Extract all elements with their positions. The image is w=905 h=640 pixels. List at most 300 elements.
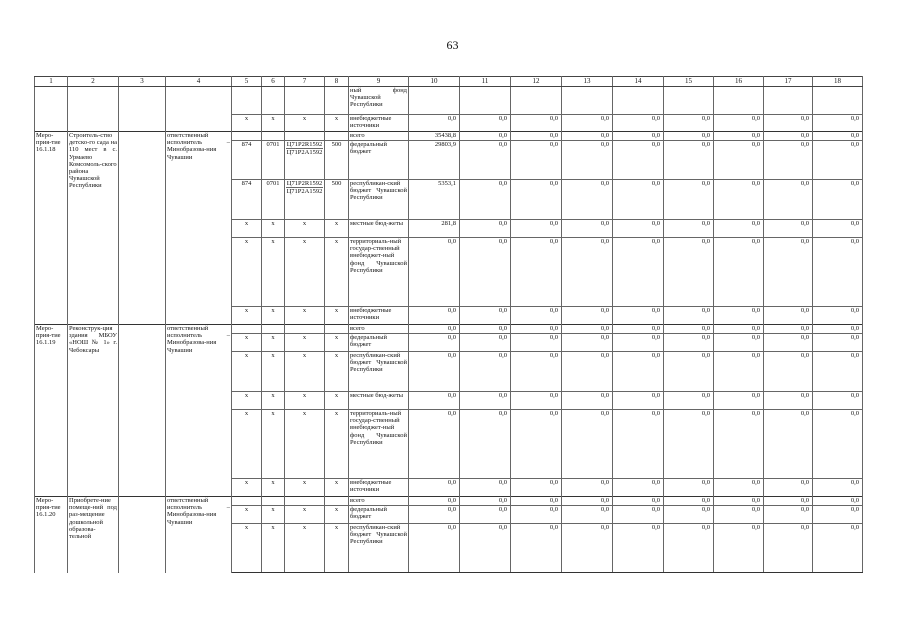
value-cell <box>664 524 714 573</box>
value-cell <box>813 325 863 334</box>
value: 0,0 <box>447 307 456 314</box>
value-cell <box>460 334 511 352</box>
value: 0,0 <box>498 352 507 359</box>
value-cell <box>664 506 714 524</box>
value: 0,0 <box>600 506 609 513</box>
value-cell <box>613 180 664 220</box>
value-cell <box>562 352 613 392</box>
value: 0,0 <box>701 334 710 341</box>
value-cell <box>511 325 562 334</box>
cell-text: x <box>302 334 307 341</box>
value-cell <box>764 524 813 573</box>
value-cell <box>460 410 511 479</box>
value: 0,0 <box>751 307 760 314</box>
cell-text: Ц71Р2R1592 <box>286 141 323 148</box>
value-cell <box>511 334 562 352</box>
value: 0,0 <box>800 238 809 245</box>
value: 0,0 <box>850 334 859 341</box>
value-cell <box>409 307 460 325</box>
value: 0,0 <box>850 307 859 314</box>
value: 0,0 <box>549 334 558 341</box>
value: 0,0 <box>701 132 710 139</box>
funding-source: федеральный бюджет <box>350 141 387 156</box>
value: 0,0 <box>447 238 456 245</box>
cell-text: x <box>271 238 275 245</box>
cell-text: x <box>271 220 275 227</box>
value-cell <box>813 334 863 352</box>
value-cell <box>664 132 714 141</box>
cell-text: x <box>271 479 275 486</box>
value: 0,0 <box>701 392 710 399</box>
budget-table <box>34 76 863 573</box>
value-cell <box>813 115 863 132</box>
value-cell <box>813 352 863 392</box>
value-cell <box>813 506 863 524</box>
value-cell <box>714 307 764 325</box>
value: 0,0 <box>701 352 710 359</box>
cell-text: внебюджетные источники <box>350 115 392 130</box>
value: 0,0 <box>498 132 507 139</box>
value: 0,0 <box>549 352 558 359</box>
value-cell <box>511 220 562 238</box>
value-cell <box>664 238 714 307</box>
value: 5353,1 <box>438 180 456 187</box>
value-cell <box>714 392 764 410</box>
funding-source: местные бюд-жеты <box>350 392 404 399</box>
value: 0,0 <box>651 410 660 417</box>
cell-text: 0701 <box>266 180 280 187</box>
value: 0,0 <box>600 410 609 417</box>
value-cell <box>664 392 714 410</box>
value-cell <box>511 410 562 479</box>
value: 0,0 <box>701 141 710 148</box>
cell-text: x <box>271 307 275 314</box>
value-cell <box>511 479 562 497</box>
value-cell <box>562 115 613 132</box>
value-cell <box>813 220 863 238</box>
value: 0,0 <box>600 352 609 359</box>
value: 0,0 <box>850 220 859 227</box>
value-cell <box>613 238 664 307</box>
value: 0,0 <box>651 352 660 359</box>
value: 0,0 <box>751 141 760 148</box>
value: 0,0 <box>651 506 660 513</box>
value-cell <box>409 220 460 238</box>
value-cell <box>664 180 714 220</box>
cell-text: x <box>244 238 249 245</box>
column-header: 8 <box>325 77 349 87</box>
cell-text: x <box>244 392 249 399</box>
value: 0,0 <box>498 410 507 417</box>
cell-text: Ц71Р2А1592 <box>286 188 323 196</box>
value-cell <box>813 180 863 220</box>
value: 0,0 <box>800 141 809 148</box>
value-cell <box>664 410 714 479</box>
value: 0,0 <box>600 524 609 531</box>
value: 0,0 <box>751 392 760 399</box>
cell-text: Ц71Р2R1592 <box>286 180 323 187</box>
value-cell <box>460 141 511 180</box>
cell-text: 0701 <box>266 141 280 148</box>
value-cell <box>409 334 460 352</box>
measure-name: Реконструк-ция здания МБОУ «НОШ № 1» г. Чебоксары <box>69 325 117 354</box>
value-cell <box>764 307 813 325</box>
value: 0,0 <box>850 141 859 148</box>
value: 0,0 <box>498 238 507 245</box>
value-cell <box>562 479 613 497</box>
value: 0,0 <box>751 524 760 531</box>
value-cell <box>813 497 863 506</box>
value: 0,0 <box>850 506 859 513</box>
value: 0,0 <box>447 410 456 417</box>
value-cell <box>764 115 813 132</box>
value: 0,0 <box>549 392 558 399</box>
value-cell <box>714 524 764 573</box>
value: 0,0 <box>549 307 558 314</box>
value: 0,0 <box>850 115 859 122</box>
funding-source: местные бюд-жеты <box>350 220 404 227</box>
value: 0,0 <box>850 180 859 187</box>
value-cell <box>813 141 863 180</box>
value-cell <box>460 132 511 141</box>
measure-executor: ответственный исполнитель – Минобразова-ния Чувашии <box>167 132 230 161</box>
value: 0,0 <box>850 524 859 531</box>
value-cell <box>562 307 613 325</box>
value-cell <box>409 141 460 180</box>
value-cell <box>511 141 562 180</box>
value-cell <box>764 497 813 506</box>
cell-text: x <box>271 392 275 399</box>
column-header: 14 <box>613 77 664 87</box>
value-cell <box>562 506 613 524</box>
cell-text: x <box>334 524 339 531</box>
value: 0,0 <box>549 410 558 417</box>
value: 29803,9 <box>434 141 456 148</box>
value-cell <box>813 410 863 479</box>
cell-text: x <box>302 220 307 227</box>
cell-text: x <box>302 115 307 122</box>
value: 0,0 <box>447 524 456 531</box>
value-cell <box>764 238 813 307</box>
value-cell <box>664 325 714 334</box>
value-cell <box>511 392 562 410</box>
value: 0,0 <box>751 115 760 122</box>
column-header: 9 <box>349 77 409 87</box>
cell-text: x <box>334 479 339 486</box>
cell-text: x <box>302 410 307 417</box>
value-cell <box>613 479 664 497</box>
cell-text: x <box>271 352 275 359</box>
value: 0,0 <box>549 141 558 148</box>
value-cell <box>714 141 764 180</box>
value-cell <box>409 132 460 141</box>
column-header: 4 <box>166 77 232 87</box>
value-cell <box>460 307 511 325</box>
value: 0,0 <box>850 325 859 332</box>
value: 0,0 <box>751 238 760 245</box>
value: 0,0 <box>651 334 660 341</box>
funding-source: республикан-ский бюджет Чувашской Республики <box>350 180 407 202</box>
column-header: 17 <box>764 77 813 87</box>
value: 0,0 <box>549 180 558 187</box>
value: 0,0 <box>800 524 809 531</box>
value-cell <box>460 506 511 524</box>
value: 0,0 <box>498 115 507 122</box>
value-cell <box>562 220 613 238</box>
value-cell <box>460 524 511 573</box>
value: 0,0 <box>800 325 809 332</box>
cell-text: x <box>244 352 249 359</box>
value: 0,0 <box>751 325 760 332</box>
value: 0,0 <box>498 506 507 513</box>
value: 0,0 <box>600 334 609 341</box>
value-cell <box>460 220 511 238</box>
cell-text: x <box>244 506 249 513</box>
value: 0,0 <box>600 392 609 399</box>
value-cell <box>409 238 460 307</box>
value: 0,0 <box>447 506 456 513</box>
value: 0,0 <box>850 479 859 486</box>
value: 0,0 <box>651 238 660 245</box>
funding-source: федеральный бюджет <box>350 334 387 349</box>
cell-text: x <box>271 115 275 122</box>
value-cell <box>664 115 714 132</box>
column-header: 5 <box>232 77 262 87</box>
value: 0,0 <box>800 220 809 227</box>
cell-text: x <box>334 115 339 122</box>
value-cell <box>664 141 714 180</box>
value-cell <box>813 479 863 497</box>
value: 0,0 <box>447 497 456 504</box>
header-row <box>35 77 863 87</box>
value: 0,0 <box>800 506 809 513</box>
cell-text: x <box>334 506 339 513</box>
value-cell <box>613 506 664 524</box>
value: 0,0 <box>549 220 558 227</box>
value-cell <box>714 132 764 141</box>
cell-text: x <box>334 352 339 359</box>
value: 0,0 <box>701 479 710 486</box>
value-cell <box>613 392 664 410</box>
value: 0,0 <box>549 238 558 245</box>
value-cell <box>409 410 460 479</box>
value: 0,0 <box>800 180 809 187</box>
cell-text: x <box>244 115 249 122</box>
value-cell <box>714 325 764 334</box>
value: 0,0 <box>600 132 609 139</box>
funding-source: территориаль-ный государ-ственный внебюджет-ный фонд Чувашской Республики <box>350 410 407 446</box>
value-cell <box>511 506 562 524</box>
cell-text: 500 <box>331 141 342 148</box>
value-cell <box>409 479 460 497</box>
cell-text: x <box>302 506 307 513</box>
value: 0,0 <box>751 506 760 513</box>
value-cell <box>613 132 664 141</box>
value-cell <box>460 115 511 132</box>
value: 0,0 <box>600 238 609 245</box>
value: 0,0 <box>498 479 507 486</box>
value: 0,0 <box>850 238 859 245</box>
value-cell <box>511 238 562 307</box>
value-cell <box>460 180 511 220</box>
cell-text: x <box>302 307 307 314</box>
value: 0,0 <box>701 307 710 314</box>
value-cell <box>764 132 813 141</box>
value: 0,0 <box>751 352 760 359</box>
page-number: 63 <box>446 38 459 52</box>
value-cell <box>460 238 511 307</box>
table-row <box>35 497 863 506</box>
value: 0,0 <box>651 497 660 504</box>
value: 0,0 <box>600 180 609 187</box>
value: 0,0 <box>447 334 456 341</box>
value: 0,0 <box>651 524 660 531</box>
value: 0,0 <box>751 479 760 486</box>
column-header: 6 <box>262 77 285 87</box>
value-cell <box>664 307 714 325</box>
cell-text: x <box>244 334 249 341</box>
value-cell <box>714 115 764 132</box>
value-cell <box>714 506 764 524</box>
value-cell <box>664 220 714 238</box>
measure-name: Приобрете-ние помеще-ний под раз-мещение дошкольной образова-тельной <box>69 497 117 541</box>
value: 0,0 <box>850 392 859 399</box>
value-cell <box>813 392 863 410</box>
cell-text: 874 <box>241 141 252 148</box>
value: 0,0 <box>549 479 558 486</box>
value-cell <box>613 352 664 392</box>
value: 0,0 <box>701 180 710 187</box>
value: 0,0 <box>701 524 710 531</box>
value: 0,0 <box>701 115 710 122</box>
value: 0,0 <box>651 180 660 187</box>
value-cell <box>562 325 613 334</box>
value: 0,0 <box>498 334 507 341</box>
value: 0,0 <box>498 497 507 504</box>
value: 0,0 <box>651 307 660 314</box>
value: 0,0 <box>651 132 660 139</box>
value: 0,0 <box>800 334 809 341</box>
value-cell <box>813 524 863 573</box>
value-cell <box>613 410 664 479</box>
value-cell <box>764 479 813 497</box>
value-cell <box>764 334 813 352</box>
value: 0,0 <box>800 307 809 314</box>
value-cell <box>813 132 863 141</box>
value-cell <box>562 141 613 180</box>
measure-code: Меро-прия-тие 16.1.20 <box>36 497 61 519</box>
cell-text: x <box>271 524 275 531</box>
column-header: 12 <box>511 77 562 87</box>
funding-source: внебюджетные источники <box>350 307 392 322</box>
value: 0,0 <box>498 141 507 148</box>
value-cell <box>613 141 664 180</box>
cell-text: ный фонд Чувашской Республики <box>350 87 407 109</box>
value: 0,0 <box>751 132 760 139</box>
value: 0,0 <box>549 506 558 513</box>
value-cell <box>714 497 764 506</box>
value: 0,0 <box>651 220 660 227</box>
value-cell <box>511 307 562 325</box>
value-cell <box>764 392 813 410</box>
value-cell <box>409 180 460 220</box>
cell-text: x <box>302 238 307 245</box>
value-cell <box>511 524 562 573</box>
value-cell <box>409 325 460 334</box>
value: 0,0 <box>549 115 558 122</box>
value-cell <box>511 115 562 132</box>
cell-text: x <box>334 410 339 417</box>
value-cell <box>813 238 863 307</box>
value: 35438,8 <box>434 132 456 139</box>
value: 0,0 <box>751 220 760 227</box>
value: 0,0 <box>600 307 609 314</box>
funding-source: федеральный бюджет <box>350 506 387 521</box>
value: 0,0 <box>850 132 859 139</box>
funding-source: всего <box>350 325 365 332</box>
measure-executor: ответственный исполнитель – Минобразова-ния Чувашии <box>167 497 230 526</box>
value: 0,0 <box>850 352 859 359</box>
funding-source: республикан-ский бюджет Чувашской Республики <box>350 524 407 546</box>
value-cell <box>764 325 813 334</box>
value-cell <box>613 524 664 573</box>
value: 281,8 <box>441 220 456 227</box>
value: 0,0 <box>600 497 609 504</box>
value: 0,0 <box>701 506 710 513</box>
value-cell <box>460 479 511 497</box>
value-cell <box>813 307 863 325</box>
value-cell <box>714 334 764 352</box>
column-header: 16 <box>714 77 764 87</box>
value: 0,0 <box>800 352 809 359</box>
value: 0,0 <box>498 180 507 187</box>
column-header: 18 <box>813 77 863 87</box>
value: 0,0 <box>498 392 507 399</box>
value-cell <box>562 238 613 307</box>
value: 0,0 <box>447 352 456 359</box>
funding-source: всего <box>350 132 365 139</box>
column-header: 3 <box>119 77 166 87</box>
funding-source: всего <box>350 497 365 504</box>
value-cell <box>613 325 664 334</box>
cell-text: x <box>334 392 339 399</box>
value-cell <box>664 334 714 352</box>
measure-code: Меро-прия-тие 16.1.18 <box>36 132 61 154</box>
value-cell <box>409 352 460 392</box>
cell-text: x <box>334 307 339 314</box>
measure-executor: ответственный исполнитель – Минобразова-ния Чувашии <box>167 325 230 354</box>
cell-text: x <box>302 524 307 531</box>
column-header: 13 <box>562 77 613 87</box>
value: 0,0 <box>498 307 507 314</box>
value-cell <box>613 220 664 238</box>
value-cell <box>409 392 460 410</box>
cell-text: x <box>271 506 275 513</box>
value: 0,0 <box>498 220 507 227</box>
table-row <box>35 115 863 132</box>
value: 0,0 <box>498 325 507 332</box>
value: 0,0 <box>549 325 558 332</box>
cell-text: Ц71Р2А1592 <box>286 149 323 157</box>
value: 0,0 <box>600 141 609 148</box>
value: 0,0 <box>600 325 609 332</box>
value-cell <box>714 410 764 479</box>
measure-name: Строитель-ство детско-го сада на 110 мест в с. Урмаево Комсомоль-ского района Чувашской Республики <box>69 132 117 190</box>
column-header: 11 <box>460 77 511 87</box>
value: 0,0 <box>701 220 710 227</box>
value-cell <box>613 307 664 325</box>
value-cell <box>764 220 813 238</box>
